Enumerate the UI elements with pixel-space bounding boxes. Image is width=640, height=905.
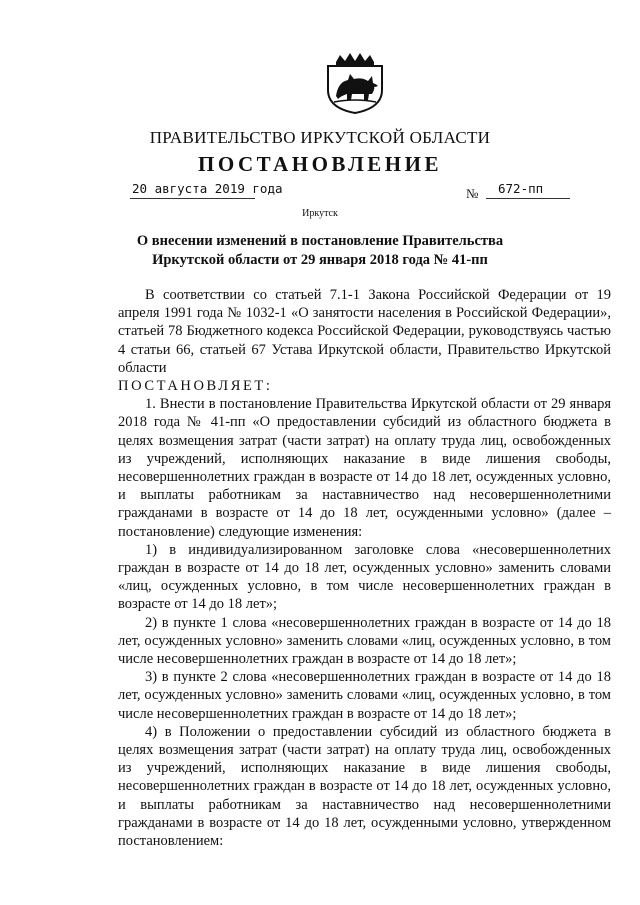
preamble-paragraph: В соответствии со статьей 7.1-1 Закона Российской Федерации от 19 апреля 1991 года № 1032-1 «О занятости населения в Российской Федерации», статьей 78 Бюджетного кодекса Российской Федерации, руководствуясь частью 4 статьи 66, статьей 67 Устава Иркутской области, Правительство Иркутской области bbox=[118, 287, 611, 376]
city-name: Иркутск bbox=[302, 208, 338, 219]
item-2: 2) в пункте 1 слова «несовершеннолетних граждан в возрасте от 14 до 18 лет, осужденных условно» заменить словами «лиц, осужденных условно, в том числе несовершеннолетних граждан в возрасте от 14 до 18 лет»; bbox=[118, 614, 611, 668]
resolves-heading: ПОСТАНОВЛЯЕТ: bbox=[118, 378, 273, 395]
government-name: ПРАВИТЕЛЬСТВО ИРКУТСКОЙ ОБЛАСТИ bbox=[149, 128, 491, 147]
document-body bbox=[118, 286, 611, 850]
document-number: 672-пп bbox=[498, 181, 544, 196]
document-type: ПОСТАНОВЛЕНИЕ bbox=[198, 152, 442, 176]
number-underline bbox=[486, 198, 570, 199]
number-sign: № bbox=[466, 186, 479, 201]
irkutsk-coat-of-arms-icon bbox=[322, 52, 388, 114]
item-4: 4) в Положении о предоставлении субсидий из областного бюджета в целях возмещения затрат (части затрат) на оплату труда лиц, освобожденных из учреждений, исполняющих наказание в виде лишения свободы, несовершеннолетних граждан в возрасте от 14 до 18 лет, осужденных условно, и выплаты работникам за наставничество над несовершеннолетними гражданами в возрасте от 14 до 18 лет, осужденными условно, утвержденном постановлением: bbox=[118, 723, 611, 850]
document-title: О внесении изменений в постановление Правительства Иркутской области от 29 января 2018 года № 41-пп bbox=[136, 233, 504, 268]
document-date: 20 августа 2019 года bbox=[132, 181, 283, 196]
item-1: 1) в индивидуализированном заголовке слова «несовершеннолетних граждан в возрасте от 14 до 18 лет, осужденных условно» заменить словами «лиц, осужденных условно, в том числе несовершеннолетних граждан в возрасте от 14 до 18 лет»; bbox=[118, 541, 611, 613]
date-underline bbox=[130, 198, 255, 199]
item-3: 3) в пункте 2 слова «несовершеннолетних граждан в возрасте от 14 до 18 лет, осужденных условно» заменить словами «лиц, осужденных условно, в том числе несовершеннолетних граждан в возрасте от 14 до 18 лет»; bbox=[118, 669, 611, 722]
paragraph-1: 1. Внести в постановление Правительства Иркутской области от 29 января 2018 года № 41-пп «О предоставлении субсидий из областного бюджета в целях возмещения затрат (части затрат) на оплату труда лиц, освобожденных из учреждений, исполняющих наказание в виде лишения свободы, несовершеннолетних граждан в возрасте от 14 до 18 лет, осужденных условно, и выплаты работникам за наставничество над несовершеннолетними гражданами в возрасте от 14 до 18 лет, осужденными условно» (далее – постановление) следующие изменения: bbox=[118, 396, 611, 540]
